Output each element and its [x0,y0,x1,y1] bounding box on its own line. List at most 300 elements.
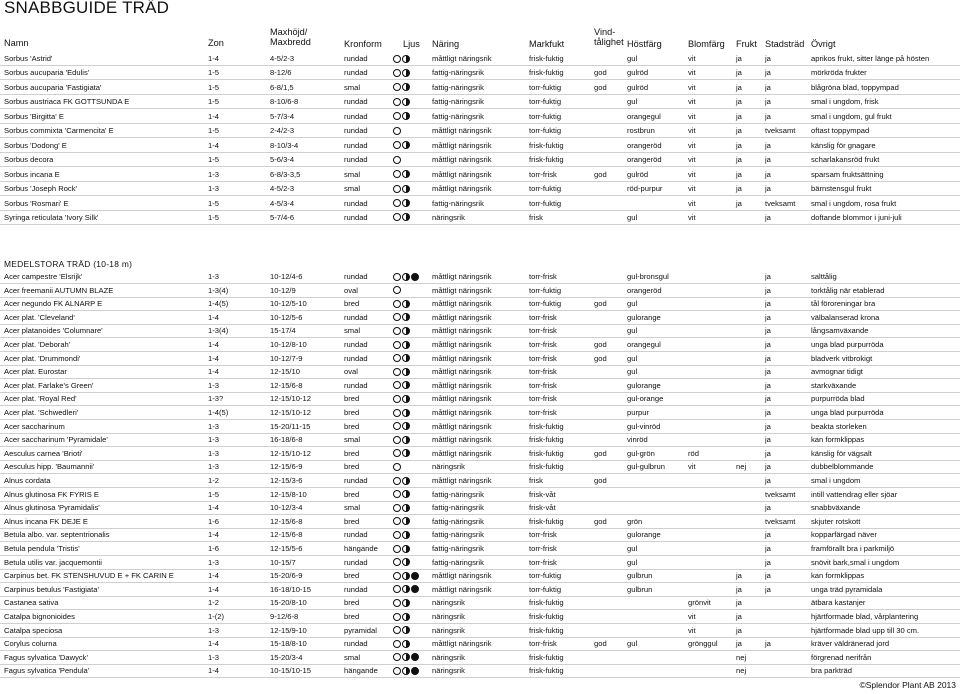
table-cell: gulröd [627,82,649,92]
empty-circle-icon [393,327,401,335]
table-cell: torr-frisk [529,169,557,179]
table-cell: gul [627,639,638,649]
table-cell: 1-4 [208,367,219,377]
table-cell: näringsrik [432,625,465,635]
empty-circle-icon [393,213,401,221]
light-icons [393,392,410,405]
table-cell: 1-4 [208,666,219,676]
empty-circle-icon [393,300,401,308]
table-cell: hjärtformade blad, vårplantering [811,612,919,621]
table-cell: Betula albo. var. septentrionalis [4,530,110,540]
light-icons [393,52,410,65]
light-icons [393,153,401,166]
table-cell: Catalpa bignonioides [4,612,75,621]
light-requirement [393,81,410,96]
table-cell: gul [627,299,638,309]
table-cell: ja [765,97,771,107]
light-icons [393,433,410,446]
light-requirement [393,447,410,462]
table-cell: torktålig när etablerad [811,285,885,295]
empty-circle-icon [393,127,401,135]
empty-circle-icon [393,585,401,593]
table-row [0,270,960,284]
light-icons [393,624,410,637]
table-row [0,651,960,665]
table-cell: god [594,68,607,78]
table-cell: ja [736,598,742,608]
empty-circle-icon [393,381,401,389]
table-cell: gulbrun [627,584,653,594]
empty-circle-icon [393,490,401,498]
light-requirement [393,324,410,339]
table-cell: ja [765,462,771,472]
table-cell: smal [344,184,361,194]
table-cell: blågröna blad, toppympad [811,82,899,92]
half-circle-icon [402,477,410,485]
table-row [0,324,960,338]
table-cell: vinröd [627,435,648,445]
light-requirement [393,124,401,139]
table-cell: torr-frisk [529,530,557,540]
half-circle-icon [402,368,410,376]
table-cell: god [594,169,607,179]
empty-circle-icon [393,273,401,281]
empty-circle-icon [393,55,401,63]
table-cell: vit [688,97,696,107]
table-cell: 1-3 [208,448,219,458]
column-header-frukt: Frukt [736,39,757,49]
light-icons [393,664,419,677]
table-cell: 1-3 [208,272,219,281]
table-row [0,488,960,502]
table-cell: bred [344,598,360,608]
table-cell: frisk-fuktig [529,652,564,662]
empty-circle-icon [393,449,401,457]
light-icons [393,168,410,181]
table-row [0,528,960,542]
table-cell: unga blad purpurröda [811,340,884,349]
table-cell: 1-4 [208,353,219,363]
table-cell: måttligt näringsrik [432,448,492,458]
light-requirement [393,515,410,530]
column-header-markfukt: Markfukt [529,39,565,49]
table-cell: näringsrik [432,612,465,621]
table-cell: bred [344,408,360,417]
table-cell: ja [765,448,771,458]
table-cell: känslig för vägsalt [811,448,872,458]
table-row [0,624,960,638]
table-cell: torr-fuktig [529,111,562,121]
table-cell: torr-fuktig [529,299,562,309]
table-cell: kopparfärgad näver [811,530,877,540]
light-icons [393,447,410,460]
half-circle-icon [402,409,410,417]
table-row [0,515,960,529]
table-cell: bra parkträd [811,666,852,676]
table-cell: god [594,82,607,92]
half-circle-icon [402,531,410,539]
table-cell: god [594,516,607,526]
table-cell: gul [627,353,638,363]
table-cell: torr-fuktig [529,184,562,194]
table-row [0,542,960,556]
table-cell: bred [344,299,360,309]
table-cell: Sorbus aucuparia 'Edulis' [4,68,90,78]
table-cell: rundad [344,639,368,649]
table-cell: måttligt näringsrik [432,584,492,594]
table-cell: måttligt näringsrik [432,299,492,309]
table-cell: vit [688,169,696,179]
table-cell: tål föroreningar bra [811,299,876,309]
half-circle-icon [402,313,410,321]
table-cell: Alnus glutinosa 'Pyramidalis' [4,503,100,513]
table-cell: gul-orange [627,394,664,404]
table-cell: Acer plat. Eurostar [4,367,67,377]
table-cell: 1-3 [208,435,219,445]
table-cell: torr-frisk [529,326,557,336]
table-cell: frisk-våt [529,503,556,513]
table-cell: Acer plat. 'Drummondi' [4,353,81,363]
table-cell: ja [736,612,742,621]
table-row [0,433,960,447]
table-cell: Sorbus 'Joseph Rock' [4,184,77,194]
table-cell: 12-15/6-9 [270,462,303,472]
table-cell: aprikos frukt, sitter länge på hösten [811,54,930,63]
light-requirement [393,139,410,154]
light-requirement [393,379,410,394]
table-cell: måttligt näringsrik [432,272,492,281]
half-circle-icon [402,112,410,120]
table-cell: intill vattendrag eller sjöar [811,489,898,499]
table-cell: sparsam fruktsättning [811,169,884,179]
table-cell: 12-15/6-8 [270,516,303,526]
light-requirement [393,651,419,666]
table-cell: frisk-fuktig [529,140,564,150]
light-icons [393,211,410,224]
half-circle-icon [402,300,410,308]
table-cell: rundad [344,353,368,363]
table-cell: rundad [344,272,368,281]
table-cell: 10-12/3-4 [270,503,303,513]
table-cell: måttligt näringsrik [432,340,492,349]
table-cell: fattig-näringsrik [432,82,484,92]
table-cell: 1-3 [208,625,219,635]
table-cell: bladverk vitbrokigt [811,353,873,363]
table-cell: ja [765,326,771,336]
table-cell: måttligt näringsrik [432,353,492,363]
light-requirement [393,433,410,448]
light-icons [393,420,410,433]
table-cell: gulorange [627,312,661,322]
light-requirement [393,95,410,110]
table-cell: Alnus cordata [4,476,51,485]
table-cell: Carpinus bet. FK STENSHUVUD E + FK CARIN E [4,571,174,581]
section-heading: MEDELSTORA TRÄD (10-18 m) [4,259,133,269]
half-circle-icon [402,613,410,621]
table-row [0,352,960,366]
table-cell: fattig-näringsrik [432,111,484,121]
table-cell: 4-5/2-3 [270,54,295,63]
table-cell: smal [344,435,361,445]
table-row [0,596,960,610]
table-cell: 1-4 [208,340,219,349]
table-cell: torr-frisk [529,353,557,363]
table-cell: Aesculus hipp. 'Baumannii' [4,462,95,472]
table-cell: ja [736,169,742,179]
table-cell: gul-vinröd [627,421,661,431]
table-cell: ätbara kastanjer [811,598,866,608]
empty-circle-icon [393,572,401,580]
table-cell: Sorbus 'Birgitta' E [4,111,64,121]
table-cell: fattig-näringsrik [432,198,484,208]
table-cell: smal i ungdom, gul frukt [811,111,892,121]
empty-circle-icon [393,463,401,471]
table-cell: 10-12/8-10 [270,340,307,349]
table-cell: kan formklippas [811,571,865,581]
light-icons [393,95,410,108]
table-cell: näringsrik [432,212,465,222]
table-cell: bred [344,571,360,581]
full-circle-icon [411,572,419,580]
table-cell: vit [688,68,696,78]
table-cell: 10-12/7-9 [270,353,303,363]
table-cell: 1-5 [208,489,219,499]
table-row [0,501,960,515]
table-row [0,52,960,66]
table-cell: ja [736,54,742,63]
table-cell: torr-frisk [529,272,557,281]
table-row [0,110,960,124]
table-cell: torr-fuktig [529,97,562,107]
table-cell: unga blad purpurröda [811,408,884,417]
table-row [0,556,960,570]
table-cell: frisk-fuktig [529,516,564,526]
table-cell: unga träd pyramidala [811,584,883,594]
empty-circle-icon [393,599,401,607]
table-cell: rundad [344,584,368,594]
table-cell: frisk [529,476,543,485]
table-cell: 1-4(5) [208,408,229,417]
empty-circle-icon [393,286,401,294]
table-cell: rundad [344,97,368,107]
light-icons [393,596,410,609]
table-row [0,447,960,461]
empty-circle-icon [393,170,401,178]
table-cell: vit [688,54,696,63]
table-cell: rundad [344,530,368,540]
table-cell: ja [765,184,771,194]
table-cell: oftast toppympad [811,126,870,136]
table-cell: smal [344,503,361,513]
table-cell: Acer plat. 'Schwedleri' [4,408,79,417]
light-requirement [393,501,410,516]
empty-circle-icon [393,83,401,91]
table-cell: gul [627,544,638,553]
table-cell: Sorbus 'Astrid' [4,54,53,63]
table-cell: torr-fuktig [529,82,562,92]
table-cell: tveksamt [765,126,796,136]
table-row [0,569,960,583]
table-cell: känslig för gnagare [811,140,876,150]
empty-circle-icon [393,368,401,376]
table-cell: måttligt näringsrik [432,126,492,136]
table-cell: 1-4 [208,312,219,322]
table-cell: 1-2 [208,476,219,485]
table-cell: rundad [344,312,368,322]
empty-circle-icon [393,341,401,349]
table-cell: frisk-fuktig [529,421,564,431]
table-cell: näringsrik [432,598,465,608]
table-cell: fattig-näringsrik [432,97,484,107]
table-cell: torr-frisk [529,367,557,377]
full-circle-icon [411,273,419,281]
table-cell: fattig-näringsrik [432,544,484,553]
table-cell: 12-15/3-6 [270,476,303,485]
table-cell: 1-5 [208,212,219,222]
table-cell: gul [627,557,638,567]
table-cell: 12-15/8-10 [270,489,307,499]
table-cell: torr-frisk [529,312,557,322]
table-cell: framförallt bra i parkmiljö [811,544,895,553]
table-row [0,95,960,109]
table-cell: 12-15/6-8 [270,380,303,390]
table-cell: 1-4 [208,503,219,513]
table-cell: tveksamt [765,516,796,526]
light-icons [393,637,410,650]
table-cell: 1-4 [208,639,219,649]
table-cell: rundad [344,212,368,222]
empty-circle-icon [393,545,401,553]
table-cell: ja [765,155,771,165]
table-cell: ja [765,380,771,390]
table-cell: ja [765,639,771,649]
light-icons [393,542,410,555]
light-icons [393,338,410,351]
empty-circle-icon [393,477,401,485]
table-row [0,284,960,298]
table-cell: gul [627,212,638,222]
table-cell: Sorbus 'Rosmari' E [4,198,69,208]
table-cell: ja [736,639,742,649]
table-cell: 1-3 [208,184,219,194]
table-cell: rundad [344,140,368,150]
table-cell: ja [765,312,771,322]
table-row [0,124,960,138]
table-cell: gulorange [627,530,661,540]
light-requirement [393,182,410,197]
half-circle-icon [402,449,410,457]
table-cell: torr-frisk [529,380,557,390]
column-header-maxbredd: Maxbredd [270,37,311,47]
table-cell: oval [344,367,358,377]
table-cell: fattig-näringsrik [432,68,484,78]
empty-circle-icon [393,354,401,362]
light-requirement [393,392,410,407]
table-cell: röd-purpur [627,184,663,194]
half-circle-icon [402,517,410,525]
table-cell: fattig-näringsrik [432,503,484,513]
table-cell: 1-4 [208,584,219,594]
light-icons [393,81,410,94]
table-cell: bred [344,448,360,458]
table-cell: 1-(2) [208,612,225,621]
light-requirement [393,52,410,67]
table-cell: ja [765,394,771,404]
table-cell: 1-3 [208,380,219,390]
table-cell: Alnus glutinosa FK FYRIS E [4,489,99,499]
table-cell: god [594,353,607,363]
table-cell: ja [765,340,771,349]
table-cell: måttligt näringsrik [432,408,492,417]
table-row [0,460,960,474]
light-requirement [393,297,410,312]
empty-circle-icon [393,626,401,634]
table-cell: grönvit [688,598,711,608]
table-cell: snövit bark,smal i ungdom [811,557,900,567]
table-cell: ja [765,299,771,309]
table-cell: 16-18/6-8 [270,435,303,445]
table-cell: rundad [344,54,368,63]
empty-circle-icon [393,640,401,648]
table-row [0,153,960,167]
table-cell: frisk [529,212,543,222]
light-icons [393,324,410,337]
table-cell: grönggul [688,639,718,649]
table-cell: bred [344,462,360,472]
column-header-maxhojd: Maxhöjd/ [270,27,308,37]
half-circle-icon [402,98,410,106]
table-cell: kan formklippas [811,435,865,445]
table-cell: avmognar tidigt [811,367,863,377]
table-cell: måttligt näringsrik [432,571,492,581]
column-header-vind: Vind- [594,27,616,37]
half-circle-icon [402,395,410,403]
light-requirement [393,610,410,625]
light-icons [393,365,410,378]
light-requirement [393,460,401,475]
table-cell: nej [736,652,747,662]
table-cell: torr-frisk [529,394,557,404]
table-cell: bred [344,489,360,499]
table-cell: gul-bronsgul [627,272,669,281]
table-cell: vit [688,82,696,92]
light-icons [393,569,419,582]
light-icons [393,528,410,541]
light-icons [393,270,419,283]
table-cell: gul-grön [627,448,655,458]
table-cell: Sorbus austriaca FK GOTTSUNDA E [4,97,130,107]
table-cell: frisk-fuktig [529,666,564,676]
table-cell: gulröd [627,169,649,179]
light-requirement [393,569,419,584]
table-cell: torr-fuktig [529,198,562,208]
table-cell: 2-4/2-3 [270,126,295,136]
light-icons [393,352,410,365]
empty-circle-icon [393,531,401,539]
half-circle-icon [402,572,410,580]
empty-circle-icon [393,504,401,512]
table-cell: rostbrun [627,126,655,136]
empty-circle-icon [393,613,401,621]
table-cell: dubbelblommande [811,462,874,472]
table-cell: ja [765,571,771,581]
light-icons [393,182,410,195]
table-cell: ja [765,503,771,513]
table-cell: 1-4 [208,54,219,63]
light-icons [393,474,410,487]
table-cell: torr-fuktig [529,584,562,594]
table-cell: förgrenad nerifrån [811,652,872,662]
